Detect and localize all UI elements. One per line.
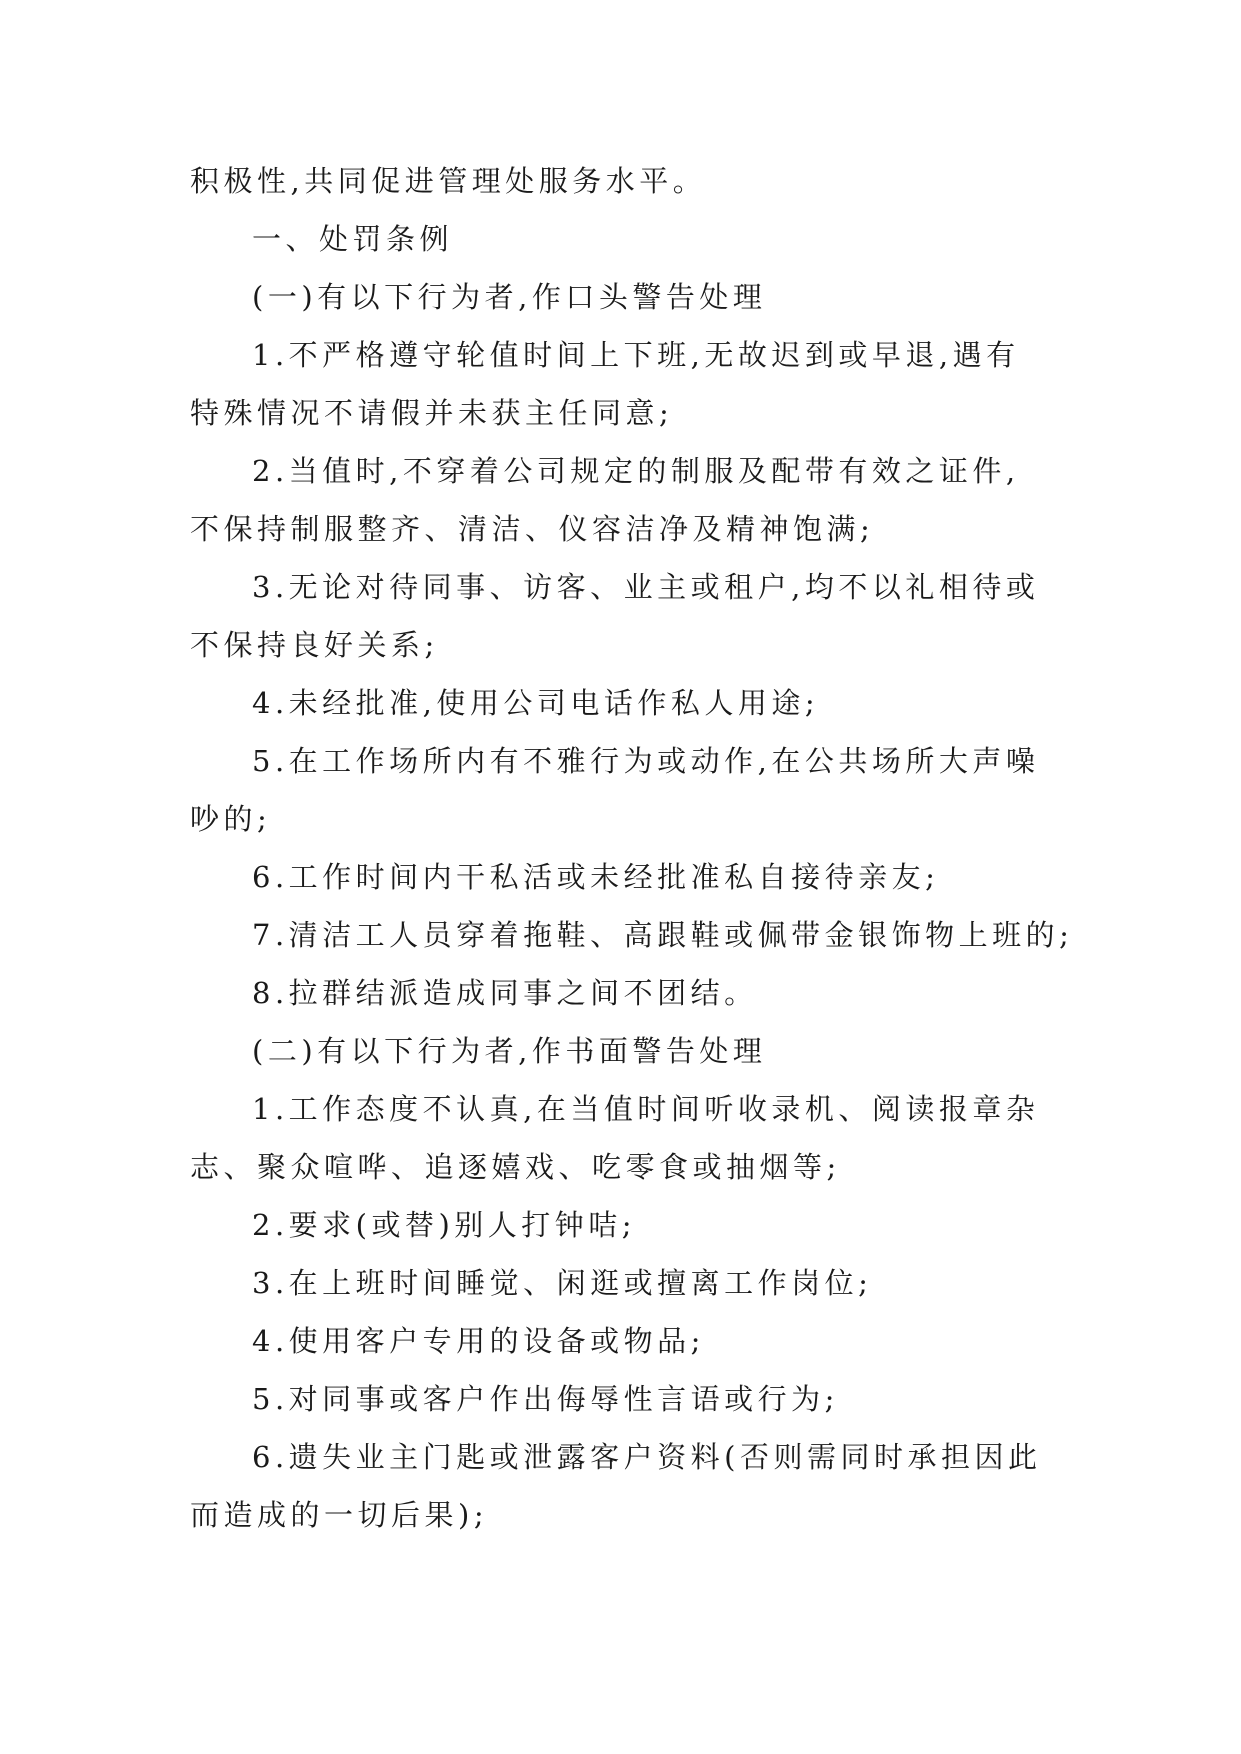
list-item-continuation: 不保持制服整齐、清洁、仪容洁净及精神饱满; [190,512,875,546]
document-body [190,152,1074,1544]
section-heading: 一、处罚条例 [252,222,454,256]
list-item-continuation: 特殊情况不请假并未获主任同意; [190,396,674,430]
list-item: 6.遗失业主门匙或泄露客户资料(否则需同时承担因此 [252,1440,1042,1474]
list-item: 3.无论对待同事、访客、业主或租户,均不以礼相待或 [252,570,1040,604]
list-item-continuation: 而造成的一切后果); [190,1498,489,1532]
subsection-heading: (一)有以下行为者,作口头警告处理 [252,280,767,314]
list-item: 8.拉群结派造成同事之间不团结。 [252,976,758,1010]
subsection-heading: (二)有以下行为者,作书面警告处理 [252,1034,767,1068]
list-item: 5.在工作场所内有不雅行为或动作,在公共场所大声噪 [252,744,1040,778]
list-item: 4.使用客户专用的设备或物品; [252,1324,705,1358]
list-item-continuation: 不保持良好关系; [190,628,439,662]
list-item: 6.工作时间内干私活或未经批准私自接待亲友; [252,860,940,894]
list-item: 5.对同事或客户作出侮辱性言语或行为; [252,1382,839,1416]
list-item: 7.清洁工人员穿着拖鞋、高跟鞋或佩带金银饰物上班的; [252,918,1074,952]
list-item: 4.未经批准,使用公司电话作私人用途; [252,686,820,720]
list-item: 2.要求(或替)别人打钟咭; [252,1208,637,1242]
list-item-continuation: 志、聚众喧哗、追逐嬉戏、吃零食或抽烟等; [190,1150,841,1184]
list-item: 3.在上班时间睡觉、闲逛或擅离工作岗位; [252,1266,873,1300]
list-item: 1.不严格遵守轮值时间上下班,无故迟到或早退,遇有 [252,338,1020,372]
list-item-continuation: 吵的; [190,802,272,836]
text-line: 积极性,共同促进管理处服务水平。 [190,164,707,198]
list-item: 1.工作态度不认真,在当值时间听收录机、阅读报章杂 [252,1092,1040,1126]
list-item: 2.当值时,不穿着公司规定的制服及配带有效之证件, [252,454,1020,488]
